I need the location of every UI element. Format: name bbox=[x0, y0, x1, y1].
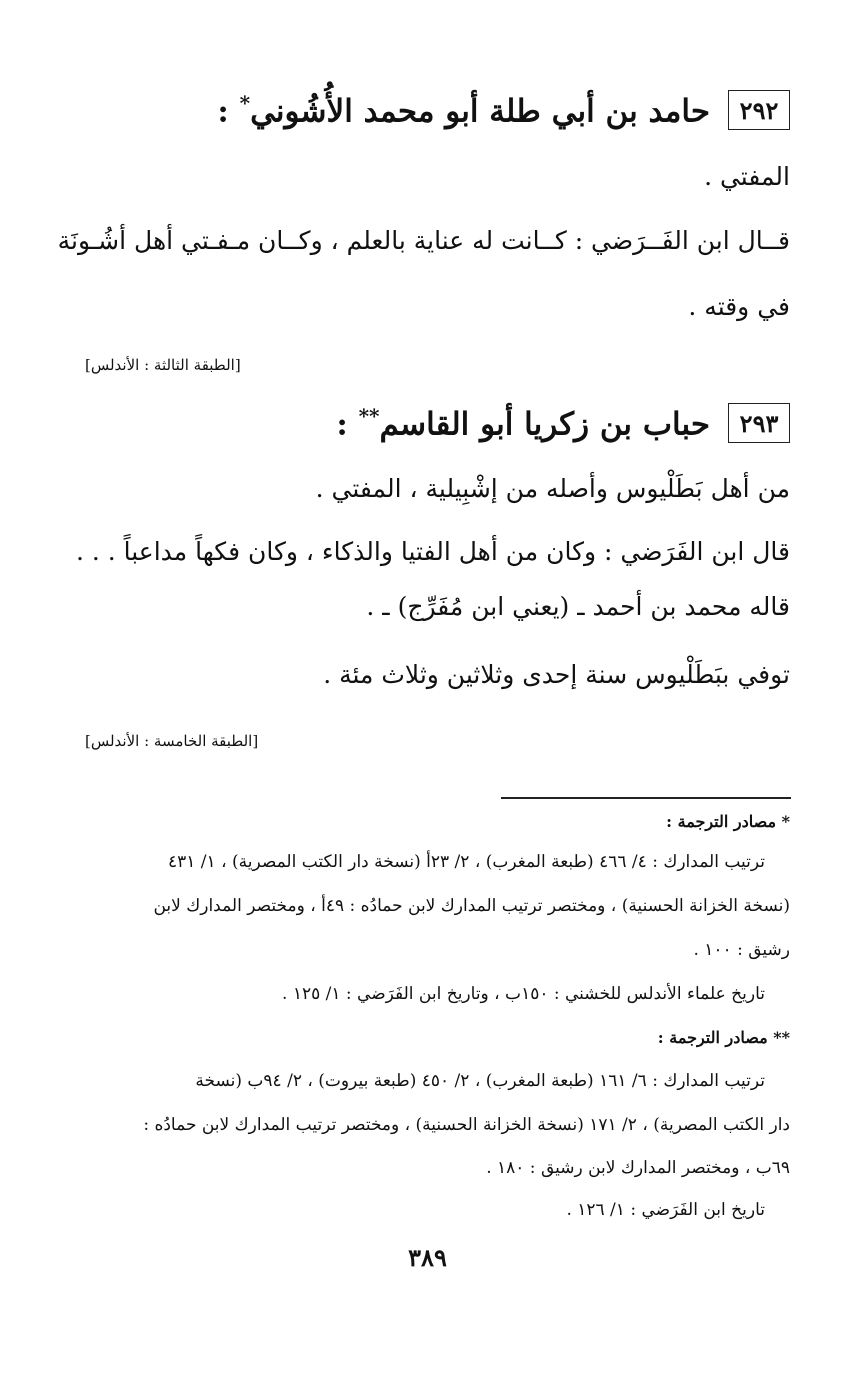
footnote-line: تاريخ علماء الأندلس للخشني : ١٥٠ب ، وتاريخ ابن الفَرَضي : ١/ ١٢٥ . bbox=[282, 984, 765, 1004]
footnote-marker: * bbox=[239, 90, 251, 115]
entry-292-heading bbox=[90, 85, 790, 135]
entry-text-line: توفي ببَطَلْيوس سنة إحدى وثلاثين وثلاث مئة . bbox=[323, 660, 790, 689]
entry-title bbox=[217, 91, 710, 129]
entry-text-line: المفتي . bbox=[704, 162, 790, 191]
footnote-heading: ** مصادر الترجمة : bbox=[657, 1028, 790, 1047]
layer-label: [ الطبقة الثالثة : الأندلس ] bbox=[85, 356, 241, 374]
footnote-marker: ** bbox=[358, 403, 380, 428]
footnote-line: ترتيب المدارك : ٦/ ١٦١ (طبعة المغرب) ، ٢/ ٤٥٠ (طبعة بيروت) ، ٢/ ٩٤ب (نسخة bbox=[195, 1071, 765, 1091]
footnote-line: (نسخة الخزانة الحسنية) ، ومختصر ترتيب المدارك لابن حمادُه : ٤٩أ ، ومختصر المدارك لابن bbox=[153, 896, 790, 916]
footnote-line: دار الكتب المصرية) ، ٢/ ١٧١ (نسخة الخزانة الحسنية) ، ومختصر ترتيب المدارك لابن حمادُه : bbox=[143, 1115, 790, 1135]
entry-293-heading bbox=[90, 398, 790, 448]
entry-number-box: ٢٩٢ bbox=[728, 90, 790, 130]
entry-title-text: حباب بن زكريا أبو القاسم bbox=[379, 406, 710, 443]
footnote-line: تاريخ ابن الفَرَضي : ١/ ١٢٦ . bbox=[566, 1200, 765, 1220]
entry-title-text: حامد بن أبي طلة أبو محمد الأُشُوني bbox=[250, 93, 710, 130]
entry-text-line: قــال ابن الفَــرَضي : كــانت له عناية بالعلم ، وكــان مـفـتي أهل أشُـونَة bbox=[57, 226, 790, 255]
entry-number-box: ٢٩٣ bbox=[728, 403, 790, 443]
entry-text-line: في وقته . bbox=[688, 292, 790, 321]
footnote-line: رشيق : ١٠٠ . bbox=[693, 940, 790, 960]
title-colon: : bbox=[336, 406, 359, 443]
entry-text-line: من أهل بَطَلْيوس وأصله من إشْبِيلية ، المفتي . bbox=[315, 474, 790, 503]
footnote-separator bbox=[501, 797, 791, 799]
page-number: ٣٨٩ bbox=[408, 1243, 447, 1272]
title-colon: : bbox=[217, 93, 240, 130]
footnote-heading: * مصادر الترجمة : bbox=[666, 812, 790, 831]
footnote-line: ٦٩ب ، ومختصر المدارك لابن رشيق : ١٨٠ . bbox=[486, 1158, 790, 1178]
entry-title bbox=[336, 404, 710, 442]
footnote-line: ترتيب المدارك : ٤/ ٤٦٦ (طبعة المغرب) ، ٢/ ٢٣أ (نسخة دار الكتب المصرية) ، ١/ ٤٣١ bbox=[168, 852, 765, 872]
layer-label: [ الطبقة الخامسة : الأندلس ] bbox=[85, 732, 258, 750]
entry-text-line: قال ابن الفَرَضي : وكان من أهل الفتيا والذكاء ، وكان فكهاً مداعباً . . . bbox=[75, 537, 790, 566]
entry-text-line: قاله محمد بن أحمد ـ (يعني ابن مُفَرِّج) ـ . bbox=[366, 592, 790, 621]
